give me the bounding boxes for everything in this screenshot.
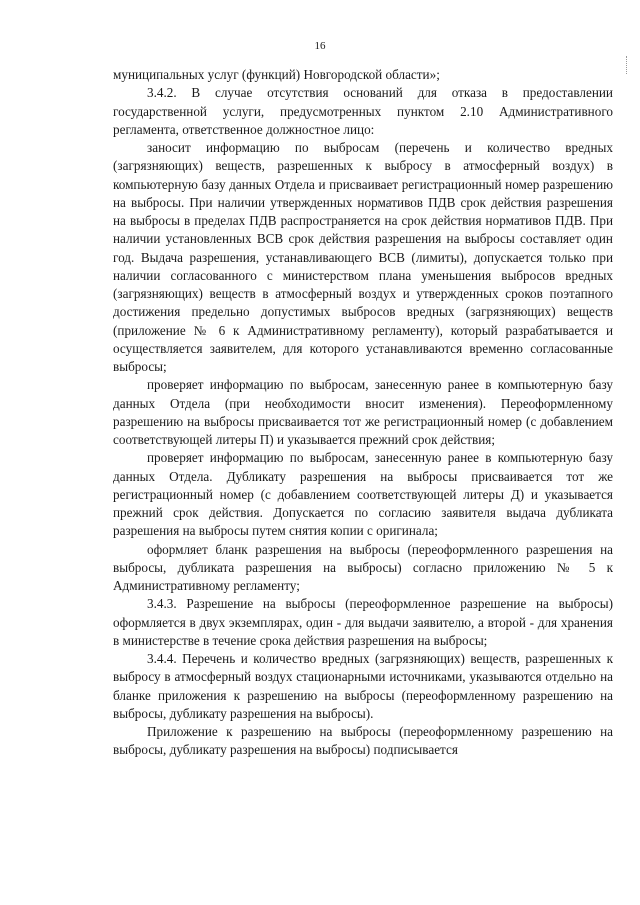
margin-mark	[626, 56, 628, 74]
paragraph-enters-info: заносит информацию по выбросам (перечень и количество вредных (загрязняющих) веществ, разрешенных к выбросу в атмосферный воздух) в компьютерную базу данных Отдела и присваивает регистрационный номер разрешению на выбросы. При наличии утвержденных нормативов ПДВ срок действия разрешения на выбросы в пределах ПДВ распространяется на срок действия нормативов ПДВ. При наличии установленных ВСВ срок действия разрешения на выбросы составляет один год. Выдача разрешения, устанавливающего ВСВ (лимиты), допускается только при наличии согласованного с министерством плана уменьшения выбросов вредных (загрязняющих) веществ в атмосферный воздух и утвержденных сроков поэтапного достижения предельно допустимых выбросов вредных (загрязняющих) веществ (приложение № 6 к Административному регламенту), который разрабатывается и осуществляется заявителем, для которого устанавливаются временно согласованные выбросы;	[113, 140, 613, 374]
paragraph-3-4-4: 3.4.4. Перечень и количество вредных (загрязняющих) веществ, разрешенных к выбросу в атмосферный воздух стационарными источниками, указываются отдельно на бланке приложения к разрешению на выбросы (переоформленному разрешению на выбросы, дубликату разрешения на выбросы).	[113, 651, 613, 721]
paragraph-continuation: муниципальных услуг (функций) Новгородской области»;	[113, 67, 440, 82]
paragraph-checks-info-reissue: проверяет информацию по выбросам, занесенную ранее в компьютерную базу данных Отдела (при необходимости вносит изменения). Переоформленному разрешению на выбросы присваивается тот же регистрационный номер (с добавлением соответствующей литеры П) и указывается прежний срок действия;	[113, 377, 613, 447]
page-number: 16	[314, 40, 326, 52]
paragraph-issues-form: оформляет бланк разрешения на выбросы (переоформленного разрешения на выбросы, дубликата разрешения на выбросы) согласно приложению № 5 к Административному регламенту;	[113, 541, 613, 593]
body-text	[113, 66, 613, 760]
paragraph-appendix: Приложение к разрешению на выбросы (переоформленному разрешению на выбросы, дубликату разрешения на выбросы) подписывается	[113, 724, 613, 758]
paragraph-3-4-2: 3.4.2. В случае отсутствия оснований для отказа в предоставлении государственной услуги, предусмотренных пунктом 2.10 Административного регламента, ответственное должностное лицо:	[113, 85, 613, 137]
paragraph-checks-info-duplicate: проверяет информацию по выбросам, занесенную ранее в компьютерную базу данных Отдела. Дубликату разрешения на выбросы присваивается тот же регистрационный номер (с добавлением соответствующей литеры Д) и указывается прежний срок действия. Допускается по согласию заявителя выдача дубликата разрешения на выбросы путем снятия копии с оригинала;	[113, 450, 613, 539]
paragraph-3-4-3: 3.4.3. Разрешение на выбросы (переоформленное разрешение на выбросы) оформляется в двух экземплярах, один - для выдачи заявителю, а второй - для хранения в министерстве в течение срока действия разрешения на выбросы;	[113, 596, 613, 648]
